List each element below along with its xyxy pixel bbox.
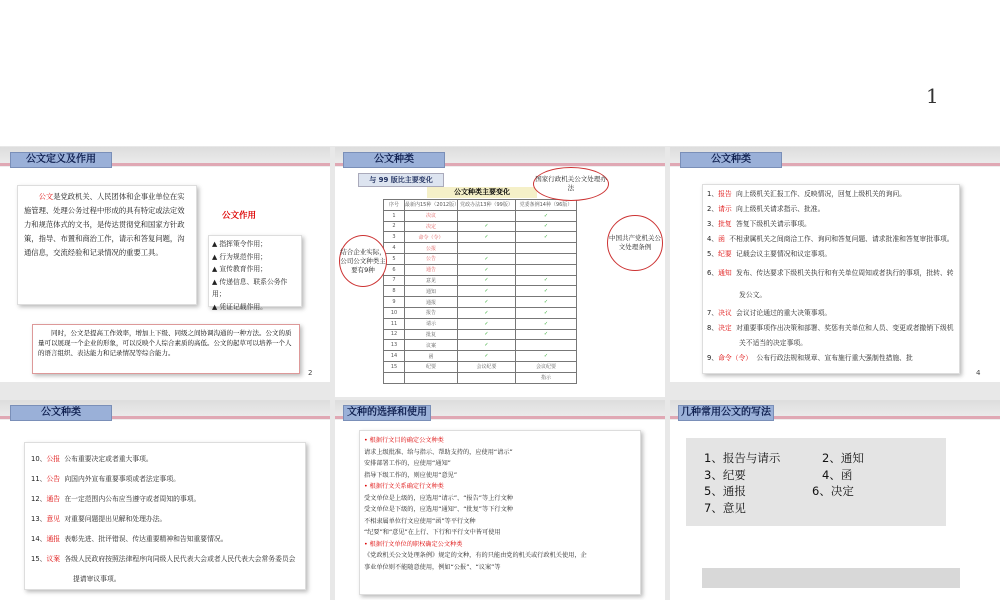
- table-row: [384, 318, 577, 329]
- writing-list: [686, 438, 946, 526]
- table-cell: ✓: [458, 275, 516, 286]
- slide-types-2[interactable]: [0, 400, 330, 600]
- table-row: [384, 210, 577, 221]
- guideline-text: “纪要”和“意见”在上行、下行和平行文中皆可使用: [364, 529, 501, 536]
- selection-box: [359, 430, 641, 595]
- type-name: 命令（令）: [718, 354, 753, 362]
- table-cell: 3: [384, 232, 405, 243]
- guideline-text: 受文单位是上级的，应选用“请示”、“报告”等上行文种: [364, 494, 513, 502]
- type-name: 请示: [718, 205, 732, 213]
- table-header: 党委条例14种（96版）: [516, 200, 577, 211]
- table-cell: ✓: [516, 210, 577, 221]
- type-name: 报告: [718, 190, 732, 198]
- table-cell: 7: [384, 275, 405, 286]
- slide-writing[interactable]: [670, 400, 1000, 600]
- slide-types-1[interactable]: [670, 147, 1000, 382]
- type-name: 决定: [718, 324, 732, 332]
- role-title: 公文作用: [222, 211, 257, 221]
- table-cell: [384, 372, 405, 383]
- writing-item: 1、报告与请示: [704, 451, 781, 465]
- guideline-text: 请求上级批准、给与指示、帮助支持的，应使用“请示”: [364, 448, 513, 456]
- table-cell: 通知: [405, 286, 458, 297]
- slide-title: 公文种类: [10, 405, 112, 421]
- table-cell: ✓: [516, 232, 577, 243]
- table-cell: 报告: [405, 307, 458, 318]
- definition-text: 是党政机关、人民团体和企事业单位在实施管理、处理公务过程中形成的具有特定或法定效力和规范体式的文书，是传达贯彻党和国家方针政策，指导、布置和商治工作，请示和答复问题，沟通信息，交流经验和记录情况的重要工具。: [24, 192, 185, 257]
- type-name: 通告: [46, 495, 61, 503]
- cloud-note-right: 中国共产党机关公文处理条例: [607, 215, 663, 271]
- table-cell: ✓: [516, 318, 577, 329]
- table-row: [384, 264, 577, 275]
- table-cell: 10: [384, 307, 405, 318]
- table-row: [384, 329, 577, 340]
- writing-item: 3、纪要: [704, 467, 746, 482]
- role-item: ▲ 凭证记载作用。: [212, 302, 267, 311]
- types-list-box: 1、报告 向上级机关汇报工作、反映情况，回复上级机关的询问。 2、请示 向上级机关请求指示、批准。 3、批复 答复下级机关请示事项。 4、函 不相隶属机关之间商洽工作、询问和答复问题、请求批准和答复审批事项。 5、纪要 记载会议主要情况和议定事项。 6、通知 发布、传达要求下级机关执行和有关单位周知或者执行的事项，批转、转发公文。 7、决议 会议讨论通过的重大决策事项。 8、决定 对重要事项作出决策和部署、奖惩有关单位和人员、变更或者撤销下级机关不适当的决定事项。 9、命令（令） 公布行政法规和规章、宣布施行重大强制性措施、批: [702, 184, 960, 374]
- guideline-text: 指导下级工作的，则应使用“意见”: [364, 471, 458, 479]
- table-cell: ✓: [516, 351, 577, 362]
- table-cell: [458, 243, 516, 254]
- type-name: 通报: [46, 535, 61, 543]
- summary-text: 同时，公文是提高工作效率，增加上下级、同级之间协调沟通的一种方法。公文的质量可以展现一个企业的形象，可以反映个人综合素质的高低。公文的起草可以培养一个人的语言组织、表达能力和记录情况等综合能力。: [38, 329, 292, 357]
- type-name: 批复: [718, 220, 732, 228]
- guideline-text: 安排部署工作的，应使用“通知”: [364, 460, 451, 467]
- table-row: [384, 286, 577, 297]
- table-row: [384, 297, 577, 308]
- table-cell: [516, 243, 577, 254]
- table-cell: 2: [384, 221, 405, 232]
- table-row: [384, 221, 577, 232]
- table-cell: ✓: [458, 232, 516, 243]
- writing-item: 7、意见: [704, 500, 746, 515]
- role-item: ▲ 指挥策令作用；: [212, 240, 267, 248]
- table-cell: 批复: [405, 329, 458, 340]
- table-row: [384, 340, 577, 351]
- table-row: [384, 232, 577, 243]
- table-cell: [516, 340, 577, 351]
- table-cell: ✓: [458, 297, 516, 308]
- table-cell: ✓: [458, 286, 516, 297]
- table-cell: [516, 264, 577, 275]
- table-cell: ✓: [458, 329, 516, 340]
- table-row: [384, 307, 577, 318]
- table-cell: ✓: [516, 307, 577, 318]
- table-cell: ✓: [458, 307, 516, 318]
- table-title: 公文种类主要变化: [427, 187, 537, 198]
- type-name: 议案: [46, 555, 61, 563]
- page-number: 1: [926, 84, 939, 108]
- cloud-note-top: 国家行政机关公文处理办法: [533, 167, 609, 201]
- table-cell: [458, 372, 516, 383]
- writing-item: 4、函: [822, 467, 853, 482]
- table-cell: 纪要: [405, 361, 458, 372]
- section-heading: • 根据行文目的确定公文种类: [364, 437, 444, 444]
- table-cell: 议案: [405, 340, 458, 351]
- role-item: ▲ 行为规范作用；: [212, 252, 267, 261]
- table-cell: ✓: [458, 351, 516, 362]
- table-cell: ✓: [516, 221, 577, 232]
- table-cell: ✓: [516, 297, 577, 308]
- role-list: [208, 235, 302, 311]
- table-cell: [516, 253, 577, 264]
- table-cell: 1: [384, 210, 405, 221]
- table-cell: 15: [384, 361, 405, 372]
- guideline-text: 事业单位则不能随意使用，例如“公报”、“议案”等: [364, 563, 501, 571]
- table-row: [384, 275, 577, 286]
- writing-item: 2、通知: [822, 451, 864, 465]
- guideline-text: 不相隶属单位行文应使用“函”等平行文种: [364, 517, 476, 525]
- table-cell: 会议纪要: [458, 361, 516, 372]
- types-list-box: 10、公报 公布重要决定或者重大事项。 11、公告 向国内外宣布重要事项或者法定事项。 12、通告 在一定范围内公布应当遵守或者周知的事项。 13、意见 对重要问题提出见解和处理办法。 14、通报 表彰先进、批评错误、传达重要精神和告知重要情况。 15、议案 各级人民政府按照法律程序向同级人民代表大会或者人民代表大会常务委员会提请审议事项。: [24, 442, 306, 590]
- definition-box: [17, 185, 197, 305]
- type-name: 意见: [46, 515, 61, 523]
- table-row: [384, 243, 577, 254]
- slide-title: 几种常用公文的写法: [678, 405, 774, 421]
- definition-term: 公文: [38, 192, 54, 201]
- slide-title: 公文种类: [343, 152, 445, 168]
- section-heading: • 根据行文单位的职权确定公文种类: [364, 540, 463, 548]
- table-cell: 12: [384, 329, 405, 340]
- slide-title: 公文种类: [680, 152, 782, 168]
- change-label: 与 99 版比主要变化: [358, 173, 444, 187]
- table-cell: 意见: [405, 275, 458, 286]
- placeholder-bar: [702, 568, 960, 588]
- table-cell: 通告: [405, 264, 458, 275]
- type-name: 通知: [718, 269, 732, 277]
- role-item: ▲ 传递信息、联系公务作用；: [212, 277, 288, 298]
- table-cell: 通报: [405, 297, 458, 308]
- table-cell: ✓: [458, 318, 516, 329]
- table-cell: 决议: [405, 210, 458, 221]
- slide-title: 文种的选择和使用: [343, 405, 431, 421]
- table-cell: ✓: [458, 340, 516, 351]
- table-cell: 8: [384, 286, 405, 297]
- table-cell: 指示: [516, 372, 577, 383]
- table-cell: 决定: [405, 221, 458, 232]
- slide-title: 公文定义及作用: [10, 152, 112, 168]
- table-row: [384, 253, 577, 264]
- table-row: [384, 361, 577, 372]
- table-cell: 11: [384, 318, 405, 329]
- table-cell: 4: [384, 243, 405, 254]
- table-header: 最新内15种（2012版）: [405, 200, 458, 211]
- table-cell: 函: [405, 351, 458, 362]
- guideline-text: 受文单位是下级的，应选用“通知”、“批复”等下行文种: [364, 506, 513, 513]
- table-cell: ✓: [516, 329, 577, 340]
- table-cell: 命令（令）: [405, 232, 458, 243]
- table-cell: 请示: [405, 318, 458, 329]
- slide-number: 2: [308, 369, 313, 377]
- table-row: [384, 351, 577, 362]
- guideline-text: 《党政机关公文处理条例》规定的文种，有的只能由党的机关或行政机关使用，企: [364, 552, 587, 559]
- table-cell: 13: [384, 340, 405, 351]
- summary-box: [32, 324, 300, 374]
- table-cell: ✓: [458, 264, 516, 275]
- type-name: 函: [718, 235, 725, 243]
- table-cell: 9: [384, 297, 405, 308]
- table-cell: [458, 210, 516, 221]
- slide-selection[interactable]: [335, 400, 665, 600]
- type-name: 纪要: [718, 250, 732, 258]
- type-name: 决议: [718, 309, 732, 317]
- table-cell: ✓: [516, 286, 577, 297]
- slide-definition[interactable]: [0, 147, 330, 382]
- type-name: 公告: [46, 475, 61, 483]
- table-cell: ✓: [458, 221, 516, 232]
- table-cell: 公告: [405, 253, 458, 264]
- table-cell: 14: [384, 351, 405, 362]
- slide-number: 4: [976, 369, 981, 377]
- table-row: [384, 372, 577, 383]
- type-name: 公报: [46, 455, 61, 463]
- table-cell: 5: [384, 253, 405, 264]
- table-header: 党政办法13种（99版）: [458, 200, 516, 211]
- types-table: [383, 199, 577, 384]
- section-heading: • 根据行文关系确定行文种类: [364, 483, 444, 490]
- table-cell: [405, 372, 458, 383]
- title-slide: [0, 0, 1000, 146]
- role-item: ▲ 宣传教育作用；: [212, 265, 267, 273]
- table-cell: 会议纪要: [516, 361, 577, 372]
- table-cell: ✓: [516, 275, 577, 286]
- table-cell: 6: [384, 264, 405, 275]
- table-cell: ✓: [458, 253, 516, 264]
- table-header: 序号: [384, 200, 405, 211]
- writing-item: 6、决定: [812, 484, 854, 498]
- writing-item: 5、通报: [704, 484, 746, 498]
- cloud-note-left: 结合企业实际，公司公文种类主要有9种: [339, 235, 387, 287]
- table-cell: 公报: [405, 243, 458, 254]
- slide-types-table[interactable]: [335, 147, 665, 397]
